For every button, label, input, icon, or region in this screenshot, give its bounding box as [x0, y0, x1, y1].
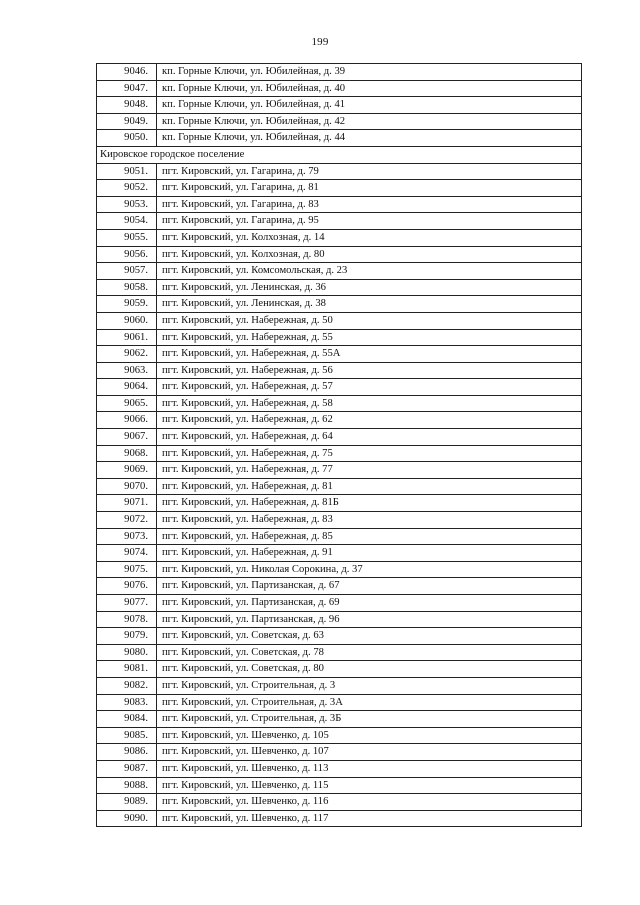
row-address: пгт. Кировский, ул. Партизанская, д. 67	[157, 578, 582, 595]
section-header: Кировское городское поселение	[97, 146, 582, 163]
table-row	[97, 263, 582, 280]
table-row	[97, 329, 582, 346]
row-address: пгт. Кировский, ул. Ленинская, д. 38	[157, 296, 582, 313]
table-row	[97, 744, 582, 761]
row-address: кп. Горные Ключи, ул. Юбилейная, д. 41	[157, 97, 582, 114]
table-row	[97, 64, 582, 81]
row-address: пгт. Кировский, ул. Набережная, д. 57	[157, 379, 582, 396]
row-number: 9065.	[97, 395, 157, 412]
row-number: 9077.	[97, 595, 157, 612]
table-row	[97, 246, 582, 263]
table-row	[97, 113, 582, 130]
row-address: пгт. Кировский, ул. Николая Сорокина, д. 37	[157, 561, 582, 578]
table-row	[97, 711, 582, 728]
table-row	[97, 810, 582, 827]
row-number: 9046.	[97, 64, 157, 81]
row-address: пгт. Кировский, ул. Набережная, д. 77	[157, 462, 582, 479]
table-row	[97, 80, 582, 97]
table-row	[97, 296, 582, 313]
row-number: 9064.	[97, 379, 157, 396]
row-address: пгт. Кировский, ул. Ленинская, д. 36	[157, 279, 582, 296]
table-row	[97, 794, 582, 811]
table-row	[97, 760, 582, 777]
row-number: 9073.	[97, 528, 157, 545]
row-number: 9078.	[97, 611, 157, 628]
row-address: пгт. Кировский, ул. Гагарина, д. 95	[157, 213, 582, 230]
table-row	[97, 213, 582, 230]
table-row	[97, 445, 582, 462]
table-row	[97, 412, 582, 429]
row-address: пгт. Кировский, ул. Набережная, д. 55	[157, 329, 582, 346]
row-number: 9074.	[97, 545, 157, 562]
table-row	[97, 395, 582, 412]
row-address: пгт. Кировский, ул. Набережная, д. 83	[157, 512, 582, 529]
row-address: пгт. Кировский, ул. Строительная, д. 3	[157, 677, 582, 694]
row-address: пгт. Кировский, ул. Строительная, д. 3Б	[157, 711, 582, 728]
row-address: пгт. Кировский, ул. Шевченко, д. 113	[157, 760, 582, 777]
table-row	[97, 661, 582, 678]
address-table	[96, 63, 582, 827]
section-header-row	[97, 146, 582, 163]
row-number: 9054.	[97, 213, 157, 230]
row-number: 9061.	[97, 329, 157, 346]
table-row	[97, 528, 582, 545]
row-address: пгт. Кировский, ул. Набережная, д. 91	[157, 545, 582, 562]
row-number: 9080.	[97, 644, 157, 661]
row-address: пгт. Кировский, ул. Советская, д. 78	[157, 644, 582, 661]
row-address: пгт. Кировский, ул. Комсомольская, д. 23	[157, 263, 582, 280]
page-number: 199	[311, 36, 329, 48]
row-number: 9067.	[97, 429, 157, 446]
table-row	[97, 677, 582, 694]
row-address: пгт. Кировский, ул. Шевченко, д. 116	[157, 794, 582, 811]
row-address: кп. Горные Ключи, ул. Юбилейная, д. 44	[157, 130, 582, 147]
row-address: пгт. Кировский, ул. Советская, д. 80	[157, 661, 582, 678]
table-row	[97, 478, 582, 495]
row-number: 9072.	[97, 512, 157, 529]
table-row	[97, 495, 582, 512]
table-row	[97, 229, 582, 246]
row-number: 9081.	[97, 661, 157, 678]
table-row	[97, 180, 582, 197]
row-address: пгт. Кировский, ул. Партизанская, д. 96	[157, 611, 582, 628]
row-address: пгт. Кировский, ул. Партизанская, д. 69	[157, 595, 582, 612]
row-number: 9057.	[97, 263, 157, 280]
table-row	[97, 379, 582, 396]
row-address: пгт. Кировский, ул. Шевченко, д. 105	[157, 727, 582, 744]
row-number: 9075.	[97, 561, 157, 578]
row-number: 9047.	[97, 80, 157, 97]
row-number: 9086.	[97, 744, 157, 761]
table-row	[97, 578, 582, 595]
table-row	[97, 196, 582, 213]
row-number: 9070.	[97, 478, 157, 495]
table-row	[97, 628, 582, 645]
row-address: кп. Горные Ключи, ул. Юбилейная, д. 39	[157, 64, 582, 81]
row-number: 9055.	[97, 229, 157, 246]
row-address: пгт. Кировский, ул. Советская, д. 63	[157, 628, 582, 645]
table-row	[97, 462, 582, 479]
table-row	[97, 561, 582, 578]
row-number: 9076.	[97, 578, 157, 595]
row-number: 9059.	[97, 296, 157, 313]
row-address: пгт. Кировский, ул. Шевченко, д. 115	[157, 777, 582, 794]
row-address: пгт. Кировский, ул. Набережная, д. 55А	[157, 346, 582, 363]
row-number: 9090.	[97, 810, 157, 827]
row-address: пгт. Кировский, ул. Шевченко, д. 107	[157, 744, 582, 761]
row-number: 9066.	[97, 412, 157, 429]
row-number: 9083.	[97, 694, 157, 711]
row-address: кп. Горные Ключи, ул. Юбилейная, д. 42	[157, 113, 582, 130]
row-address: пгт. Кировский, ул. Гагарина, д. 83	[157, 196, 582, 213]
row-number: 9089.	[97, 794, 157, 811]
table-row	[97, 694, 582, 711]
row-number: 9051.	[97, 163, 157, 180]
row-number: 9049.	[97, 113, 157, 130]
row-number: 9052.	[97, 180, 157, 197]
table-row	[97, 312, 582, 329]
row-number: 9082.	[97, 677, 157, 694]
row-number: 9060.	[97, 312, 157, 329]
row-number: 9085.	[97, 727, 157, 744]
address-table-body	[97, 64, 582, 827]
table-row	[97, 611, 582, 628]
row-address: пгт. Кировский, ул. Набережная, д. 85	[157, 528, 582, 545]
row-number: 9068.	[97, 445, 157, 462]
row-number: 9053.	[97, 196, 157, 213]
table-row	[97, 429, 582, 446]
row-address: пгт. Кировский, ул. Набережная, д. 56	[157, 362, 582, 379]
row-address: пгт. Кировский, ул. Шевченко, д. 117	[157, 810, 582, 827]
row-number: 9079.	[97, 628, 157, 645]
table-row	[97, 279, 582, 296]
table-row	[97, 545, 582, 562]
row-address: пгт. Кировский, ул. Набережная, д. 75	[157, 445, 582, 462]
row-number: 9071.	[97, 495, 157, 512]
row-number: 9056.	[97, 246, 157, 263]
table-row	[97, 346, 582, 363]
table-row	[97, 595, 582, 612]
table-row	[97, 97, 582, 114]
row-address: кп. Горные Ключи, ул. Юбилейная, д. 40	[157, 80, 582, 97]
row-number: 9069.	[97, 462, 157, 479]
row-number: 9063.	[97, 362, 157, 379]
table-row	[97, 512, 582, 529]
row-number: 9048.	[97, 97, 157, 114]
row-number: 9087.	[97, 760, 157, 777]
row-address: пгт. Кировский, ул. Набережная, д. 81Б	[157, 495, 582, 512]
row-address: пгт. Кировский, ул. Набережная, д. 58	[157, 395, 582, 412]
table-row	[97, 362, 582, 379]
row-number: 9084.	[97, 711, 157, 728]
row-address: пгт. Кировский, ул. Набережная, д. 64	[157, 429, 582, 446]
table-row	[97, 777, 582, 794]
row-number: 9062.	[97, 346, 157, 363]
row-number: 9050.	[97, 130, 157, 147]
row-address: пгт. Кировский, ул. Гагарина, д. 79	[157, 163, 582, 180]
row-address: пгт. Кировский, ул. Колхозная, д. 80	[157, 246, 582, 263]
row-number: 9058.	[97, 279, 157, 296]
table-row	[97, 644, 582, 661]
table-row	[97, 727, 582, 744]
row-address: пгт. Кировский, ул. Набережная, д. 50	[157, 312, 582, 329]
row-address: пгт. Кировский, ул. Колхозная, д. 14	[157, 229, 582, 246]
row-number: 9088.	[97, 777, 157, 794]
row-address: пгт. Кировский, ул. Гагарина, д. 81	[157, 180, 582, 197]
table-row	[97, 130, 582, 147]
table-row	[97, 163, 582, 180]
row-address: пгт. Кировский, ул. Строительная, д. 3А	[157, 694, 582, 711]
row-address: пгт. Кировский, ул. Набережная, д. 81	[157, 478, 582, 495]
row-address: пгт. Кировский, ул. Набережная, д. 62	[157, 412, 582, 429]
